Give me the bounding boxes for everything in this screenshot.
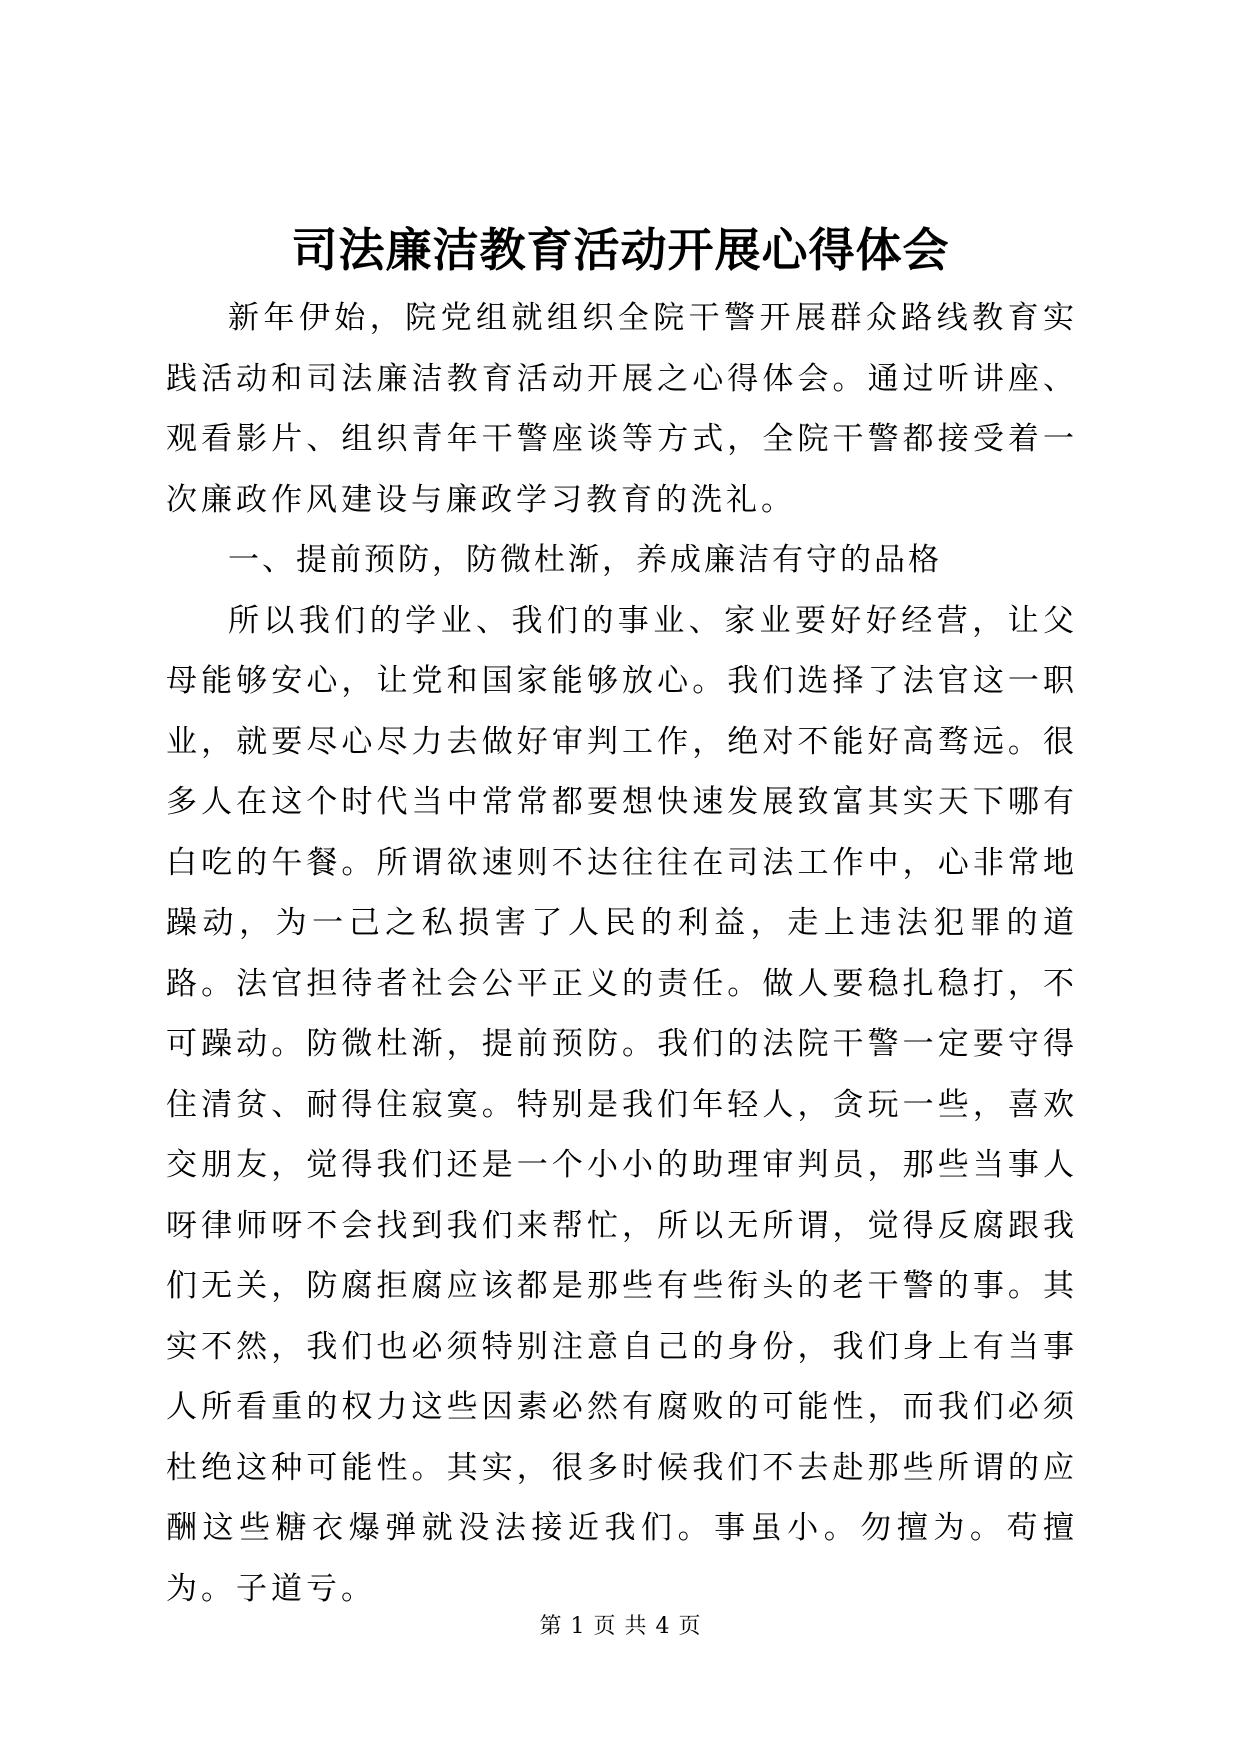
section-heading-1: 一、提前预防，防微杜渐，养成廉洁有守的品格 [228,542,942,578]
paragraph-section-1: 所以我们的学业、我们的事业、家业要好好经营，让父母能够安心，让党和国家能够放心。我们选择了法官这一职业，就要尽心尽力去做好审判工作，绝对不能好高骛远。很多人在这个时代当中常常都要想快速发展致富其实天下哪有白吃的午餐。所谓欲速则不达往往在司法工作中，心非常地躁动，为一己之私损害了人民的利益，走上违法犯罪的道路。法官担待者社会公平正义的责任。做人要稳扎稳打，不可躁动。防微杜渐，提前预防。我们的法院干警一定要守得住清贫、耐得住寂寞。特别是我们年轻人，贪玩一些，喜欢交朋友，觉得我们还是一个小小的助理审判员，那些当事人呀律师呀不会找到我们来帮忙，所以无所谓，觉得反腐跟我们无关，防腐拒腐应该都是那些有些衔头的老干警的事。其实不然，我们也必须特别注意自己的身份，我们身上有当事人所看重的权力这些因素必然有腐败的可能性，而我们必须杜绝这种可能性。其实，很多时候我们不去赴那些所谓的应酬这些糖衣爆弹就没法接近我们。事虽小。勿擅为。苟擅为。子道亏。 [166,602,1078,1607]
document-title: 司法廉洁教育活动开展心得体会 [291,223,950,277]
paragraph-intro: 新年伊始，院党组就组织全院干警开展群众路线教育实践活动和司法廉洁教育活动开展之心得体会。通过听讲座、观看影片、组织青年干警座谈等方式，全院干警都接受着一次廉政作风建设与廉政学习教育的洗礼。 [166,300,1078,518]
page-number-footer: 第 1 页 共 4 页 [539,1614,702,1639]
document-body [166,288,1078,1619]
